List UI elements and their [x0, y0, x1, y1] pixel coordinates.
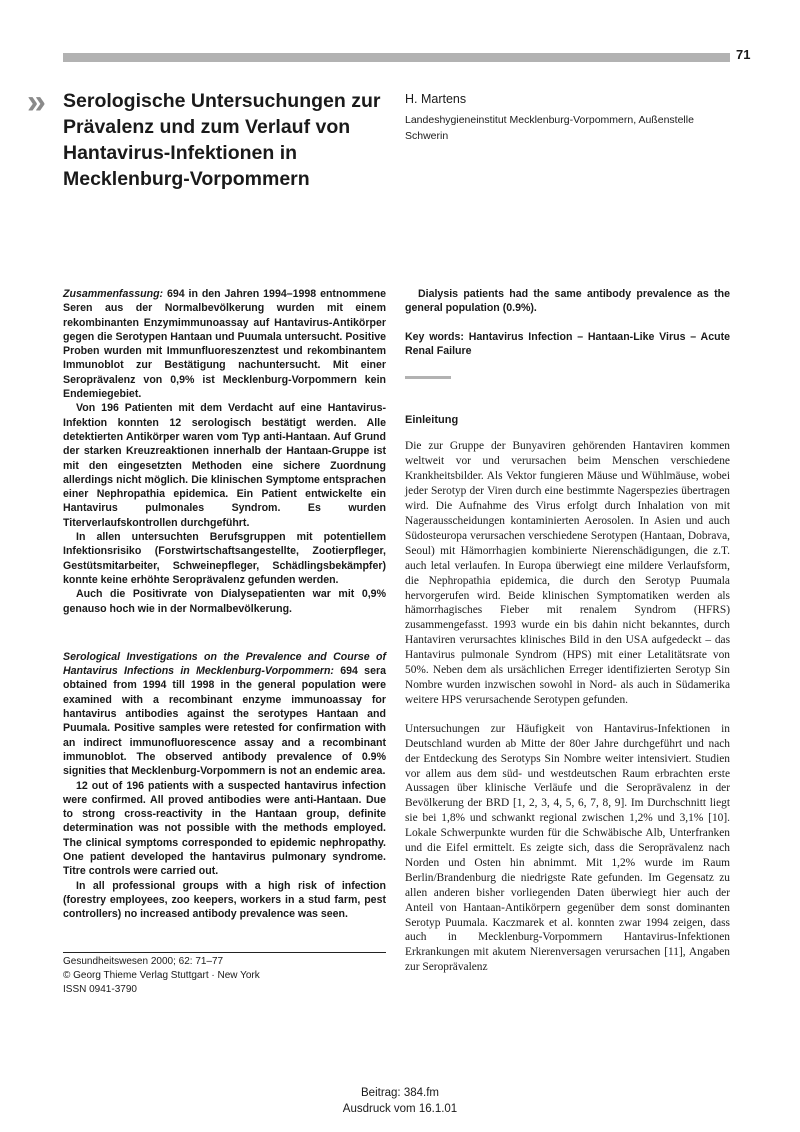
title-line: Serologische Untersuchungen zur [63, 90, 381, 112]
zusammenfassung-paragraph: In allen untersuchten Berufsgruppen mit potentiellem Infektionsrisiko (Forstwirtschaftsangestellte, Zootierpfleger, Gestütsmitarbeiter, Schweinepfleger, Schädlingsbekämpfer) konnte keine erhöhte Seroprävalenz gefunden werden. [63, 531, 386, 586]
publisher: © Georg Thieme Verlag Stuttgart · New York [63, 970, 260, 981]
issn: ISSN 0941-3790 [63, 984, 137, 995]
chevron-icon: » [27, 83, 40, 121]
title-line: Mecklenburg-Vorpommern [63, 168, 310, 190]
print-date: Ausdruck vom 16.1.01 [342, 1103, 458, 1115]
abstract-label: Serological Investigations on the Prevalence and Course of Hantavirus Infections in Mecklenburg-Vorpommern: [63, 650, 386, 678]
title-line: Hantavirus-Infektionen in [63, 142, 298, 164]
zusammenfassung-label: Zusammenfassung: [63, 288, 164, 300]
section-heading: Einleitung [405, 414, 459, 427]
body-paragraph: Die zur Gruppe der Bunyaviren gehörenden Hantaviren kommen weltweit vor und verursachen beim Menschen verschiedene Krankheitsbilder. Als Vektor fungieren Mäuse und Wühlmäuse, wobei jeder Serotyp der Viren durch eine bestimmte Nagerspezies übertragen wird. Die Aufnahme des Virus erfolgt durch Inhalation von mit Nagerausscheidungen kontaminierten Aerosolen. In Asien und auch Südosteuropa verursachen verschiedene Serotypen (Hantaan, Dobrava, Seoul) mit Hämorrhagien kombinierte Nierenschädigungen, die z.T. auch letal verlaufen. In Europa überwiegt eine mildere Verlaufsform, die Nephropathia epidemica, die durch den Serotyp Puumala hervorgerufen wird. Beide klinischen Symptomatiken werden als hämorrhagisches Fieber mit renalem Syndrom (HFRS) zusammengefasst. 1993 wurde ein bis dahin nicht bekanntes, durch Hantaviren verursachtes klinisches Bild in den USA aufgedeckt – das Hantavirus pulmonale Syndrom (HPS) mit einer Letalitätsrate von 50%. Neben dem als ursächlichen Erreger identifizierten Serotyp Sin Nombre wurden inzwischen sowohl in Nord- als auch in Südamerika weitere HPS verursachende Serotypen gefunden. [405, 440, 730, 706]
contribution-file: Beitrag: 384.fm [361, 1087, 439, 1099]
right-column [405, 287, 730, 975]
print-info [0, 1085, 800, 1117]
abstract-paragraph: Dialysis patients had the same antibody prevalence as the general population (0.9%). [405, 288, 730, 315]
section-divider [405, 376, 451, 379]
abstract-paragraph: In all professional groups with a high risk of infection (forestry employees, zoo keepers, workers in a stud farm, pest controllers) no increased antibody prevalence was seen. [63, 879, 386, 921]
citation-footnote [63, 955, 260, 997]
footnote-rule [63, 952, 386, 953]
zusammenfassung-paragraph: Von 196 Patienten mit dem Verdacht auf eine Hantavirus-Infektion konnten 12 serologisch bestätigt werden. Alle detektierten Antikörper waren vom Typ anti-Hantaan. Auf Grund der starken Kreuzreaktionen innerhalb der Hantaan-Gruppe ist mit den eingesetzten Methoden eine sichere Zuordnung allerdings nicht möglich. Die klinischen Symptome entsprachen einer Nephropathia epidemica. Ein Patient entwickelte ein Hantavirus pulmonales Syndrom. Es wurden Titerverlaufskontrollen durchgeführt. [63, 402, 386, 529]
zusammenfassung-paragraph: Auch die Positivrate von Dialysepatienten war mit 0,9% genauso hoch wie in der Normalbevölkerung. [63, 588, 386, 615]
affiliation: Landeshygieneinstitut Mecklenburg-Vorpommern, Außenstelle Schwerin [405, 114, 694, 142]
header-rule [63, 53, 730, 62]
journal-citation: Gesundheitswesen 2000; 62: 71–77 [63, 956, 224, 967]
zusammenfassung-paragraph: Zusammenfassung: 694 in den Jahren 1994–1998 entnommene Seren aus der Normalbevölkerung wurden mit einem rekombinanten Enzymimmunoassay auf Hantavirus-Antikörper gegen die Serotypen Hantaan und Puumala untersucht. Positive Proben wurden mit Immunfluoreszenztest und rekombinantem Immunoblot zur Bestätigung nachuntersucht. Mit einer Seroprävalenz von 0,9% ist Mecklenburg-Vorpommern kein Endemiegebiet. [63, 288, 386, 401]
abstract-paragraph: Serological Investigations on the Prevalence and Course of Hantavirus Infections in Mecklenburg-Vorpommern: 694 sera obtained from 1994 till 1998 in the general population were examined with a recombinant enzyme immunoassay for hantavirus antibodies against the serotypes Hantaan and Puumala. Positive samples were retested for confirmation with an indirect immunofluorescence assay and a recombinant immunoblot. The observed antibody prevalence of 0.9% signities that Mecklenburg-Vorpommern is not an endemic area. [63, 650, 386, 778]
keywords-label: Key words: [405, 330, 464, 343]
keywords: Key words: Hantavirus Infection – Hantaan-Like Virus – Acute Renal Failure [405, 330, 730, 357]
body-paragraph: Untersuchungen zur Häufigkeit von Hantavirus-Infektionen in Deutschland wurden ab Mitte der 80er Jahre durchgeführt und nach der Entdeckung des Serotyps Sin Nombre weiter intensiviert. Studien vor allem aus dem süd- und westdeutschen Raum erbrachten erste Aussagen über klinische Verläufe und die Seroprävalenz in der Bevölkerung der BRD [1, 2, 3, 4, 5, 6, 7, 8, 9]. Im Durchschnitt liegt sie bei 1,8% und schwankt regional zwischen 1,2% und 3,1% [10]. Lokale Schwerpunkte wurden für die Schwäbische Alb, Unterfranken und die Eifel ermittelt. Es zeigte sich, dass die Seroprävalenz nach Norden und Osten hin abnimmt. Mit 1,2% wurde im Raum Berlin/Brandenburg die niedrigste Rate gefunden. Im Gegensatz zu allen anderen bisher vorliegenden Daten überwiegt hier auch der Anteil von Hantaan-Antikörpern gegenüber dem sonst dominanten Serotyp Puumala. Kaczmarek et al. konnten zwar 1994 zeigen, dass auch in Mecklenburg-Vorpommern Hantavirus-Infektionen Erkrankungen mit akutem Nierenversagen verursachen [11], Angaben zur Seroprävalenz [405, 722, 730, 974]
title-line: Prävalenz und zum Verlauf von [63, 116, 351, 138]
article-title [63, 88, 393, 192]
page-number: 71 [736, 47, 751, 62]
author: H. Martens [405, 92, 467, 106]
left-column [63, 287, 386, 921]
abstract-paragraph: 12 out of 196 patients with a suspected hantavirus infection were confirmed. All proved antibodies were anti-Hantaan. Due to strong cross-reactivity in the Hantaan group, definite determination was not possible with the methods employed. The clinical symptoms corresponded to epidemic nephropathy. One patient developed the hantavirus pulmonary syndrome. Titre controls were carried out. [63, 779, 386, 878]
